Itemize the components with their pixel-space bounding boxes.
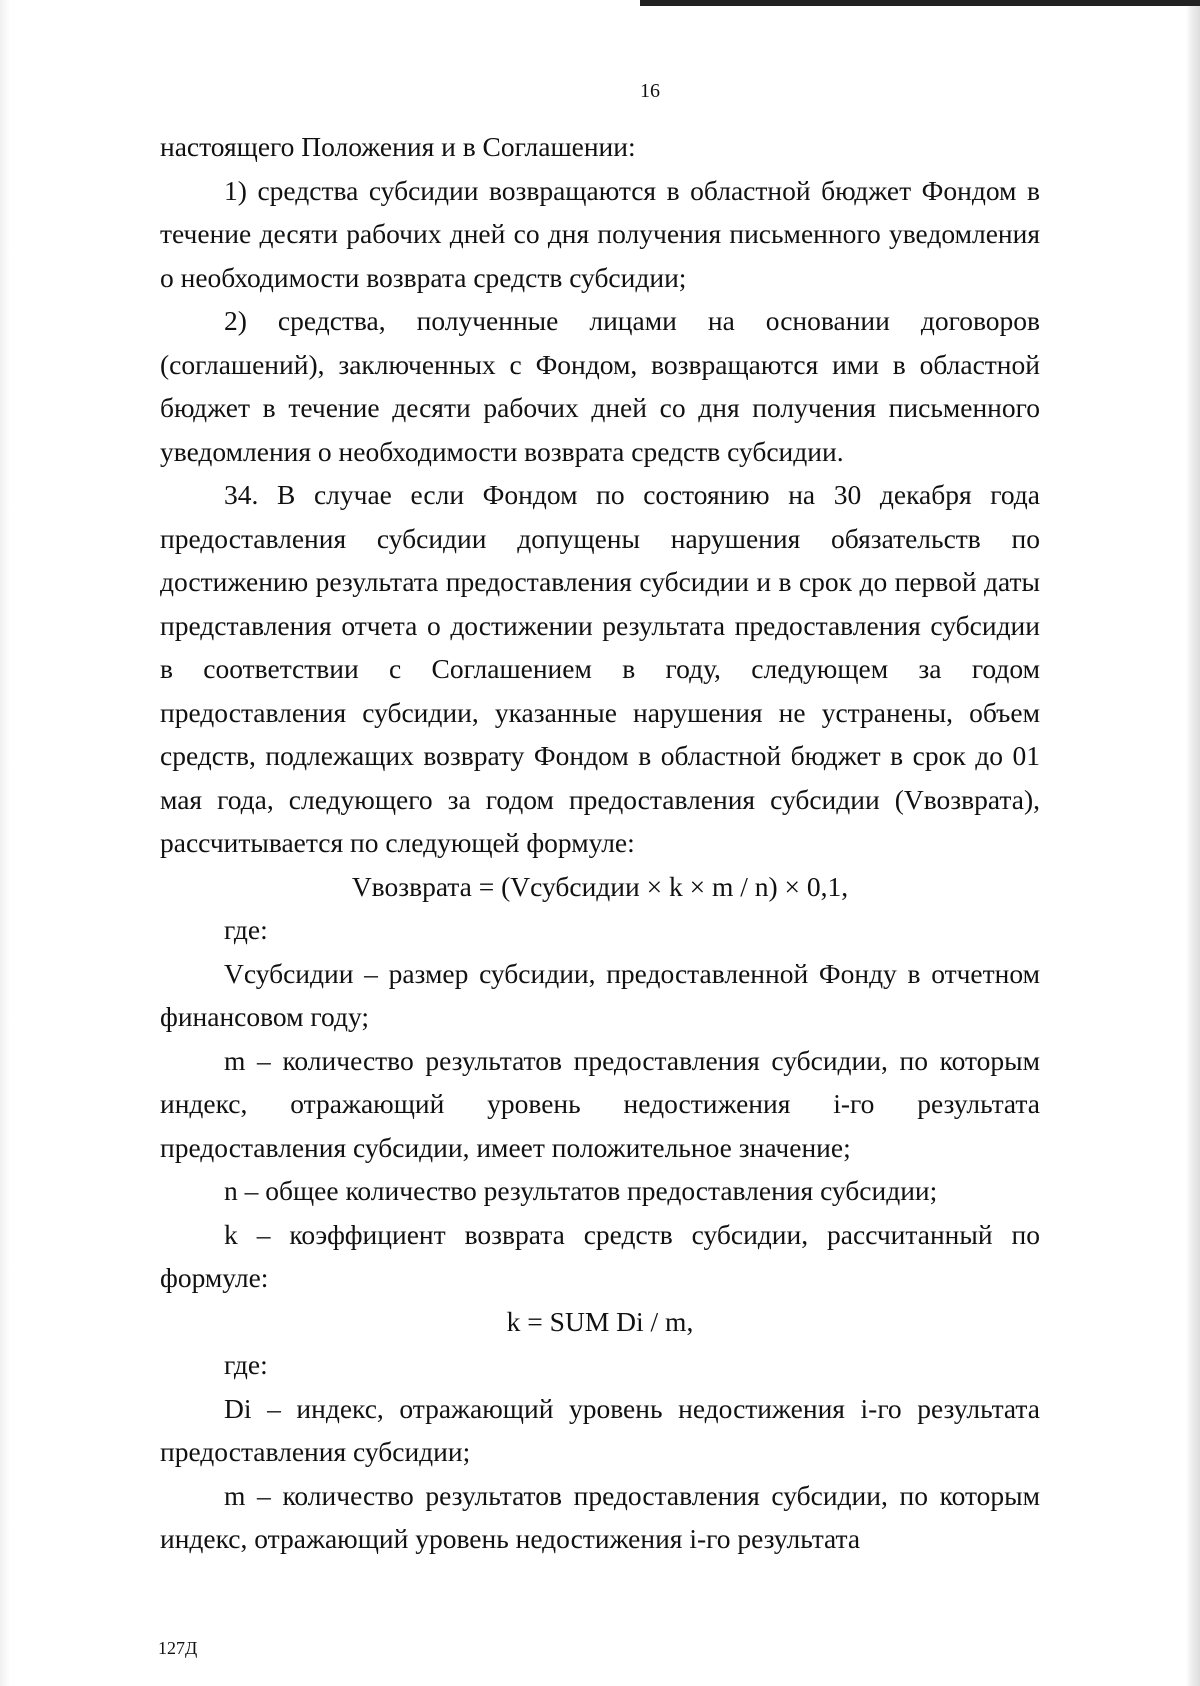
scan-edge-top	[640, 0, 1200, 6]
paragraph-item-2: 2) средства, полученные лицами на основании договоров (соглашений), заключенных с Фондом, возвращаются ими в областной бюджет в течение десяти рабочих дней со дня получения письменного уведомления о необходимости возврата средств субсидии.	[160, 305, 1040, 467]
paragraph-where-1: где:	[224, 914, 268, 945]
document-body	[160, 125, 1040, 1561]
definition-m: m – количество результатов предоставления субсидии, по которым индекс, отражающий уровень недостижения i-го результата предоставления субсидии, имеет положительное значение;	[160, 1044, 1040, 1163]
paragraph-clause-34: 34. В случае если Фондом по состоянию на 30 декабря года предоставления субсидии допущены нарушения обязательств по достижению результата предоставления субсидии и в срок до первой даты представления отчета о достижении результата предоставления субсидии в соответствии с Соглашением в году, следующем за годом предоставления субсидии, указанные нарушения не устранены, объем средств, подлежащих возврату Фондом в областной бюджет в срок до 01 мая года, следующего за годом предоставления субсидии (Vвозврата), рассчитывается по следующей формуле:	[160, 479, 1040, 858]
scan-edge-left	[0, 0, 10, 1686]
paragraph-where-2: где:	[224, 1349, 268, 1380]
definition-di: Di – индекс, отражающий уровень недостижения i-го результата предоставления субсидии;	[160, 1392, 1040, 1467]
paragraph-item-1: 1) средства субсидии возвращаются в областной бюджет Фондом в течение десяти рабочих дней со дня получения письменного уведомления о необходимости возврата средств субсидии;	[160, 174, 1040, 293]
definition-v-subsidy: Vсубсидии – размер субсидии, предоставленной Фонду в отчетном финансовом году;	[160, 957, 1040, 1032]
formula-k: k = SUM Di / m,	[506, 1305, 694, 1337]
paragraph-continuation: настоящего Положения и в Соглашении:	[160, 131, 636, 162]
definition-k: k – коэффициент возврата средств субсидии, рассчитанный по формуле:	[160, 1218, 1040, 1293]
definition-m-repeat: m – количество результатов предоставления субсидии, по которым индекс, отражающий уровень недостижения i-го результата	[160, 1479, 1040, 1554]
document-code: 127Д	[158, 1638, 198, 1658]
definition-n: n – общее количество результатов предоставления субсидии;	[224, 1175, 938, 1206]
formula-v-return: Vвозврата = (Vсубсидии × k × m / n) × 0,1,	[351, 870, 849, 902]
page-number: 16	[640, 80, 660, 102]
scan-edge-right	[1186, 0, 1200, 1686]
